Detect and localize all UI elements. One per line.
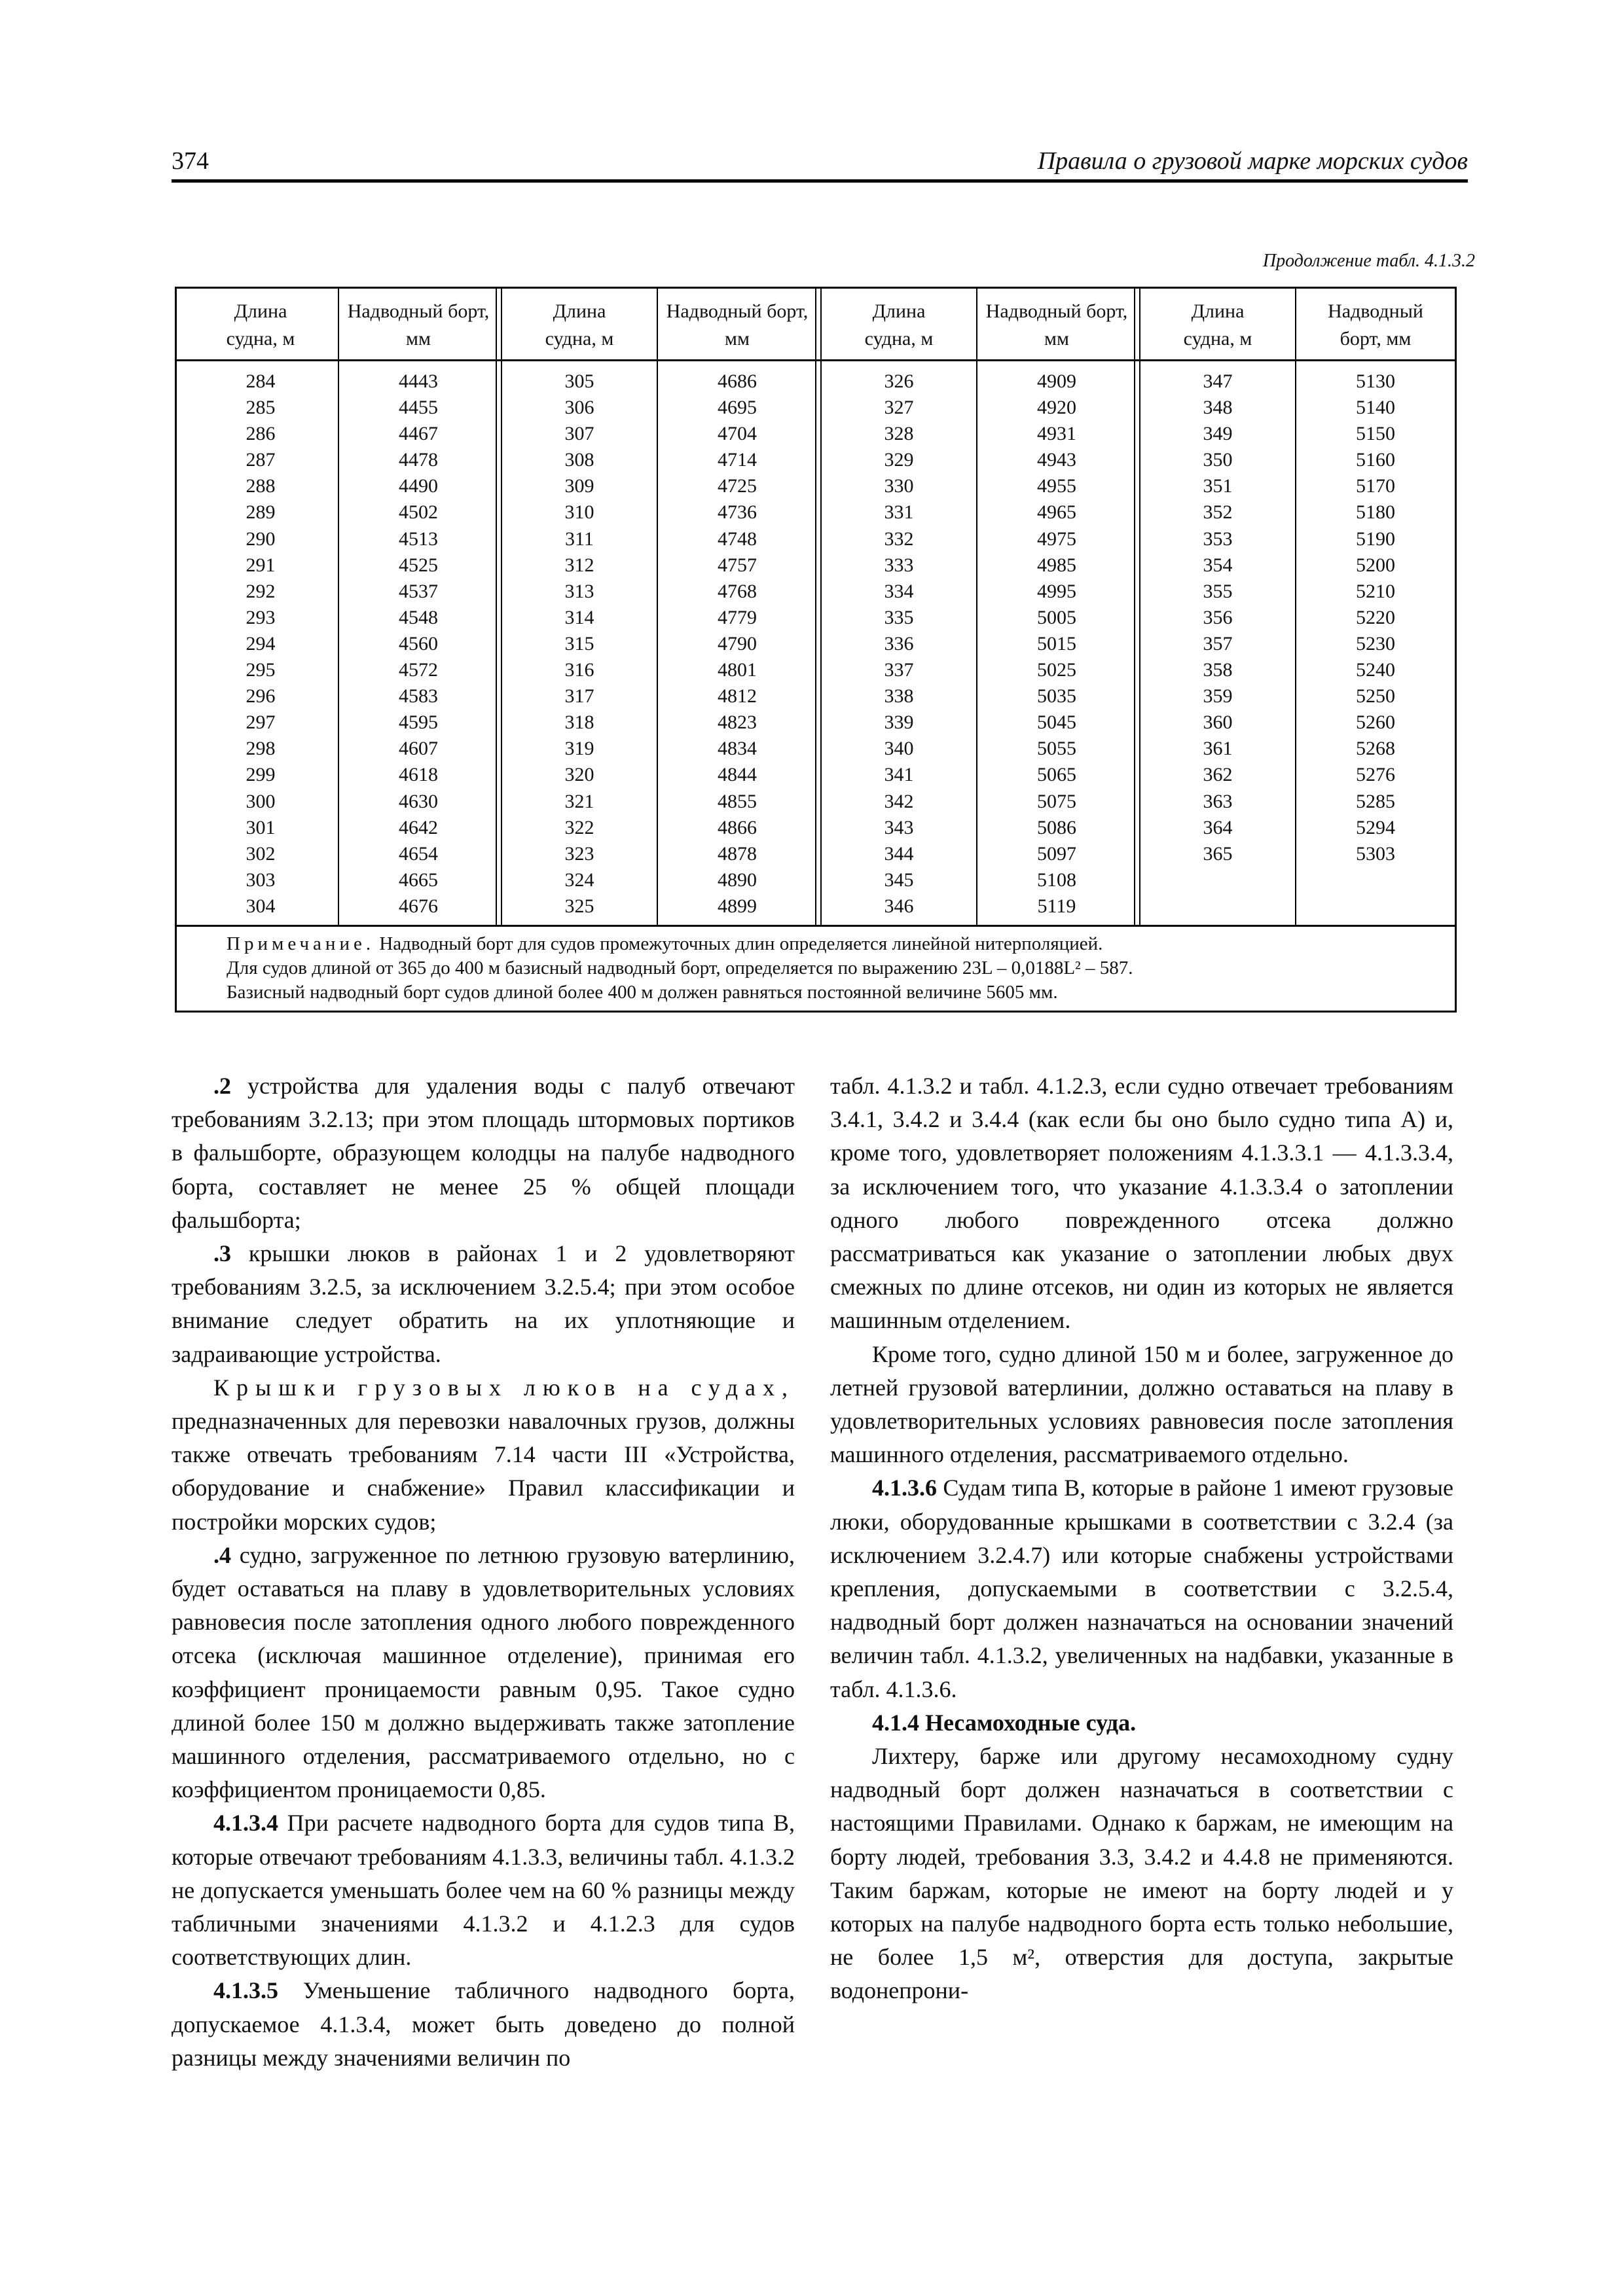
paragraph: 4.1.3.4 При расчете надводного борта для судов типа В, которые отвечают требованиям 4.1.3.3, величины табл. 4.1.3.2 не допускается уменьшать более чем на 60 % разницы между табличными значениями 4.1.3.2 и 4.1.2.3 для судов соответствующих длин.: [172, 1810, 795, 1971]
paragraph: табл. 4.1.3.2 и табл. 4.1.2.3, если судно отвечает требованиям 3.4.1, 3.4.2 и 3.4.4 (как если бы оно было судно типа А) и, кроме того, удовлетворяет положениям 4.1.3.3.1 — 4.1.3.3.4, за исключением того, что указание 4.1.3.3.4 о затоплении одного любого поврежденного отсека должно рассматриваться как указание о затоплении любых двух смежных по длине отсеков, ни один из которых не является машинным отделением.: [830, 1073, 1453, 1334]
note-line-1: Примечание. Надводный борт для судов промежуточных длин определяется линейной нитерполяцией.: [227, 933, 1103, 954]
body-column-right: [830, 1069, 1453, 2008]
paragraph: Крышки грузовых люков на судах, предназначенных для перевозки навалочных грузов, должны также отвечать требованиям 7.14 части III «Устройства, оборудование и снабжение» Правил классификации и постройки морских судов;: [172, 1374, 795, 1535]
page-number: 374: [172, 147, 209, 175]
header-length-3: Длина судна, м: [864, 300, 934, 350]
freeboard-column-3: 4909 4920 4931 4943 4955 4965 4975 4985 4995 5005 5015 5025 5035 5045 5055 5065 5075 5086 5097 5108 5119: [1037, 370, 1076, 917]
paragraph: 4.1.3.5 Уменьшение табличного надводного борта, допускаемое 4.1.3.4, может быть доведено до полной разницы между значениями величин по: [172, 1977, 795, 2071]
header-rule: [172, 179, 1468, 183]
freeboard-column-4: 5130 5140 5150 5160 5170 5180 5190 5200 5210 5220 5230 5240 5250 5260 5268 5276 5285 5294 5303: [1356, 370, 1395, 865]
paragraph: Лихтеру, барже или другому несамоходному судну надводный борт должен назначаться в соответствии с настоящими Правилами. Однако к баржам, не имеющим на борту людей, требования 3.3, 3.4.2 и 4.4.8 не применяются. Таким баржам, которые не имеют на борту людей и у которых на палубе надводного борта есть только небольшие, не более 1,5 м², отверстия для доступа, закрытые водонепрони-: [830, 1743, 1453, 2004]
paragraph: Кроме того, судно длиной 150 м и более, загруженное до летней грузовой ватерлинии, должно оставаться на плаву в удовлетворительных условиях равновесия после затопления машинного отделения, рассматриваемого отдельно.: [830, 1340, 1453, 1468]
header-freeboard-1: Надводный борт, мм: [347, 300, 490, 350]
running-title: Правила о грузовой марке морских судов: [1037, 147, 1468, 175]
paragraph: .3 крышки люков в районах 1 и 2 удовлетворяют требованиям 3.2.5, за исключением 3.2.5.4; при этом особое внимание следует обратить на их уплотняющие и задраивающие устройства.: [172, 1240, 795, 1367]
note-line-2: Для судов длиной от 365 до 400 м базисный надводный борт, определяется по выражению 23L – 0,0188L² – 587.: [227, 958, 1133, 978]
length-column-2: 305 306 307 308 309 310 311 312 313 314 315 316 317 318 319 320 321 322 323 324 325: [564, 370, 594, 917]
freeboard-table: [175, 287, 1457, 1013]
header-freeboard-4: Надводный борт, мм: [1328, 300, 1423, 350]
paragraph: .2 устройства для удаления воды с палуб отвечают требованиям 3.2.13; при этом площадь штормовых портиков в фальшборте, образующем колодцы на палубе надводного борта, составляет не менее 25 % общей площади фальшборта;: [172, 1073, 795, 1233]
body-column-left: [172, 1069, 795, 2075]
length-column-3: 326 327 328 329 330 331 332 333 334 335 336 337 338 339 340 341 342 343 344 345 346: [884, 370, 914, 917]
paragraph: 4.1.3.6 Судам типа В, которые в районе 1 имеют грузовые люки, оборудованные крышками в соответствии с 3.2.4 (за исключением 3.2.4.7) или которые снабжены устройствами крепления, допускаемыми в соответствии с 3.2.5.4, надводный борт должен назначаться на основании значений величин табл. 4.1.3.2, увеличенных на надбавки, указанные в табл. 4.1.3.6.: [830, 1475, 1453, 1702]
length-column-4: 347 348 349 350 351 352 353 354 355 356 357 358 359 360 361 362 363 364 365: [1203, 370, 1233, 865]
paragraph: .4 судно, загруженное по летнюю грузовую ватерлинию, будет оставаться на плаву в удовлетворительных условиях равновесия после затопления одного любого поврежденного отсека (исключая машинное отделение), принимая его коэффициент проницаемости равным 0,95. Такое судно длиной более 150 м должно выдерживать также затопление машинного отделения, рассматриваемого отдельно, но с коэффициентом проницаемости 0,85.: [172, 1541, 795, 1803]
table-continuation-label: Продолжение табл. 4.1.3.2: [1262, 251, 1475, 271]
section-heading: 4.1.4 Несамоходные суда.: [872, 1709, 1137, 1736]
running-header: [172, 143, 1468, 177]
header-length-2: Длина судна, м: [545, 300, 614, 350]
note-line-3: Базисный надводный борт судов длиной более 400 м должен равняться постоянной величине 5605 мм.: [227, 982, 1058, 1003]
header-freeboard-2: Надводный борт, мм: [666, 300, 809, 350]
table-note: [177, 925, 1455, 1011]
freeboard-column-1: 4443 4455 4467 4478 4490 4502 4513 4525 4537 4548 4560 4572 4583 4595 4607 4618 4630 4642 4654 4665 4676: [399, 370, 438, 917]
note-label: Примечание.: [227, 933, 375, 954]
header-length-1: Длина судна, м: [226, 300, 295, 350]
freeboard-column-2: 4686 4695 4704 4714 4725 4736 4748 4757 4768 4779 4790 4801 4812 4823 4834 4844 4855 4866 4878 4890 4899: [718, 370, 757, 917]
header-length-4: Длина судна, м: [1183, 300, 1252, 350]
length-column-1: 284 285 286 287 288 289 290 291 292 293 294 295 296 297 298 299 300 301 302 303 304: [246, 370, 276, 917]
header-freeboard-3: Надводный борт, мм: [985, 300, 1128, 350]
